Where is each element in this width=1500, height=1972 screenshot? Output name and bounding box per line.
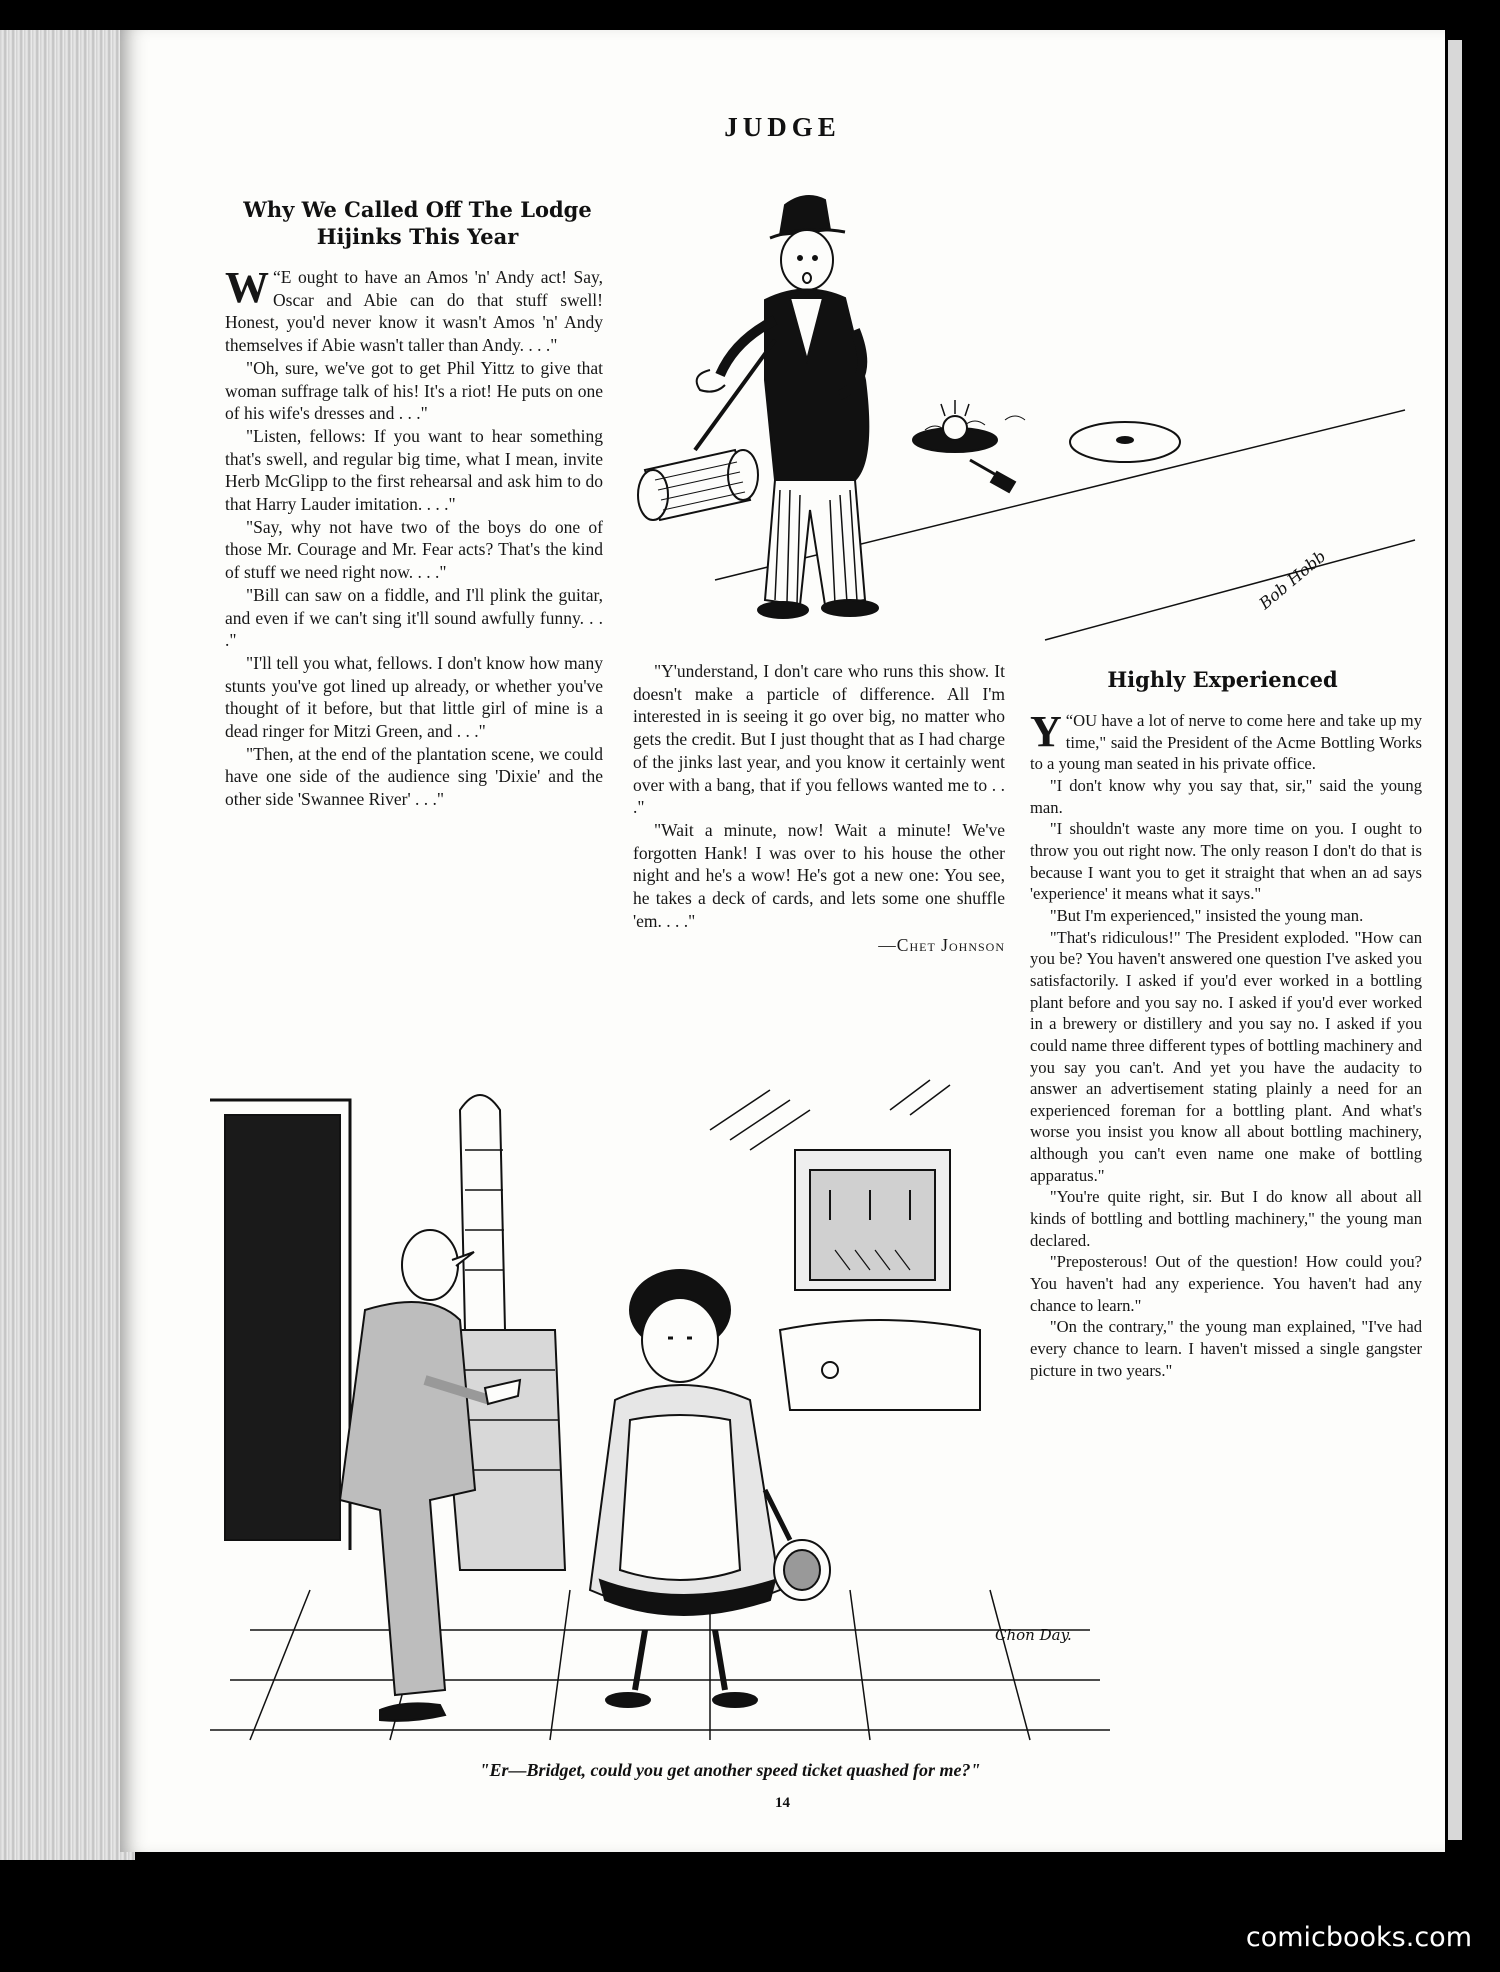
article1-paragraph: "Bill can saw on a fiddle, and I'll plink the guitar, and even if we can't sing it'll sound awfully funny. . . .": [225, 584, 603, 651]
article1-paragraph: "Oh, sure, we've got to get Phil Yittz to give that woman suffrage talk of his! It's a riot! He puts on one of his wife's dresses and . . .": [225, 357, 603, 424]
article1-paragraph: "Wait a minute, now! Wait a minute! We've forgotten Hank! I was over to his house the other night and he's a wow! He's got a new one: You see, he takes a deck of cards, and lets some one shuffle 'em. . . .": [633, 819, 1005, 931]
article2-paragraph: "Preposterous! Out of the question! How could you? You haven't had any experience. You haven't had any chance to learn.": [1030, 1252, 1422, 1315]
article1-paragraph: "Listen, fellows: If you want to hear something that's swell, and regular big time, what I mean, invite Herb McGlipp to the first rehearsal and ask him to do that Harry Lauder imitation. . . .": [225, 425, 603, 515]
book-page-edges: [0, 30, 135, 1860]
article1-byline: —Chet Johnson: [878, 935, 1005, 956]
cartoon1-signature: Bob Hobb: [1255, 546, 1330, 614]
article2-paragraph: “ Y OU have a lot of nerve to come here and take up my time," said the President of the Acme Bottling Works to a young man seated in his private office.: [1030, 707, 1422, 774]
article1-paragraph: "Then, at the end of the plantation scene, we could have one side of the audience sing 'Dixie' and the other side 'Swannee River' . . .": [225, 743, 603, 810]
article2-title: Highly Experienced: [1107, 667, 1338, 692]
cartoon-lawn-roller: [625, 180, 1425, 660]
cartoon-kitchen: [190, 1070, 1125, 1750]
page-number: 14: [775, 1795, 790, 1811]
watermark: comicbooks.com: [1245, 1922, 1472, 1953]
article1-paragraph: “ W E ought to have an Amos 'n' Andy act! Say, Oscar and Abie can do that stuff swell! Honest, you'd never know it wasn't Amos 'n' Andy themselves if Abie wasn't taller than Andy. . . .": [225, 263, 603, 356]
article2-dropcap: Y: [1030, 707, 1062, 756]
article1-paragraph: "Say, why not have two of the boys do one of those Mr. Courage and Mr. Fear acts? That's the kind of stuff we need right now. . . .": [225, 516, 603, 583]
article2-paragraph: "You're quite right, sir. But I do know all about all kinds of bottling and bottling machinery," the young man declared.: [1030, 1187, 1422, 1250]
magazine-page: [120, 30, 1445, 1852]
article2-paragraph: "I shouldn't waste any more time on you. I ought to throw you out right now. The only reason I don't do that is because I want you to get it straight that when an ad says 'experience' it means what it says.": [1030, 819, 1422, 904]
article2-paragraph: "That's ridiculous!" The President exploded. "How can you be? You haven't answered one question I've asked you satisfactorily. I asked if you'd ever worked in a bottling plant before and you say no. I asked if you'd ever worked in a brewery or distillery and you say no. I asked if you could name three different types of bottling machinery and you say you can't. And yet you have the audacity to answer an advertisement stating plainly a need for an experienced foreman for a bottling plant. And what's worse you insist you know all about bottling machinery, although you can't even name one make of bottling apparatus.": [1030, 927, 1422, 1185]
article2-paragraph: "On the contrary," the young man explained, "I've had every chance to learn. I haven't missed a single gangster picture in two years.": [1030, 1317, 1422, 1380]
article1-paragraph: "I'll tell you what, fellows. I don't know how many stunts you've got lined up already, or whether you've thought of it before, but that little girl of mine is a dead ringer for Mitzi Green, and . . .": [225, 652, 603, 742]
article1-column-left: [225, 263, 603, 811]
cartoon2-caption: "Er—Bridget, could you get another speed ticket quashed for me?": [479, 1760, 981, 1780]
magazine-header: JUDGE: [724, 112, 841, 142]
article1-dropcap: W: [225, 263, 269, 312]
cartoon2-signature: Chon Day.: [995, 1626, 1072, 1644]
article1-paragraph: "Y'understand, I don't care who runs this show. It doesn't make a particle of difference. All I'm interested in is seeing it go over big, no matter who gets the credit. But I just thought that as I had charge of the jinks last year, and you know it certainly went over with a bang, that if you fellows wanted me to . . .": [633, 661, 1005, 818]
next-page-edge: [1448, 40, 1462, 1840]
article1-column-middle: [633, 660, 1005, 957]
article2-paragraph: "But I'm experienced," insisted the young man.: [1049, 905, 1364, 925]
article1-title: Why We Called Off The Lodge Hijinks This Year: [243, 197, 592, 249]
article2-paragraph: "I don't know why you say that, sir," said the young man.: [1030, 775, 1422, 817]
